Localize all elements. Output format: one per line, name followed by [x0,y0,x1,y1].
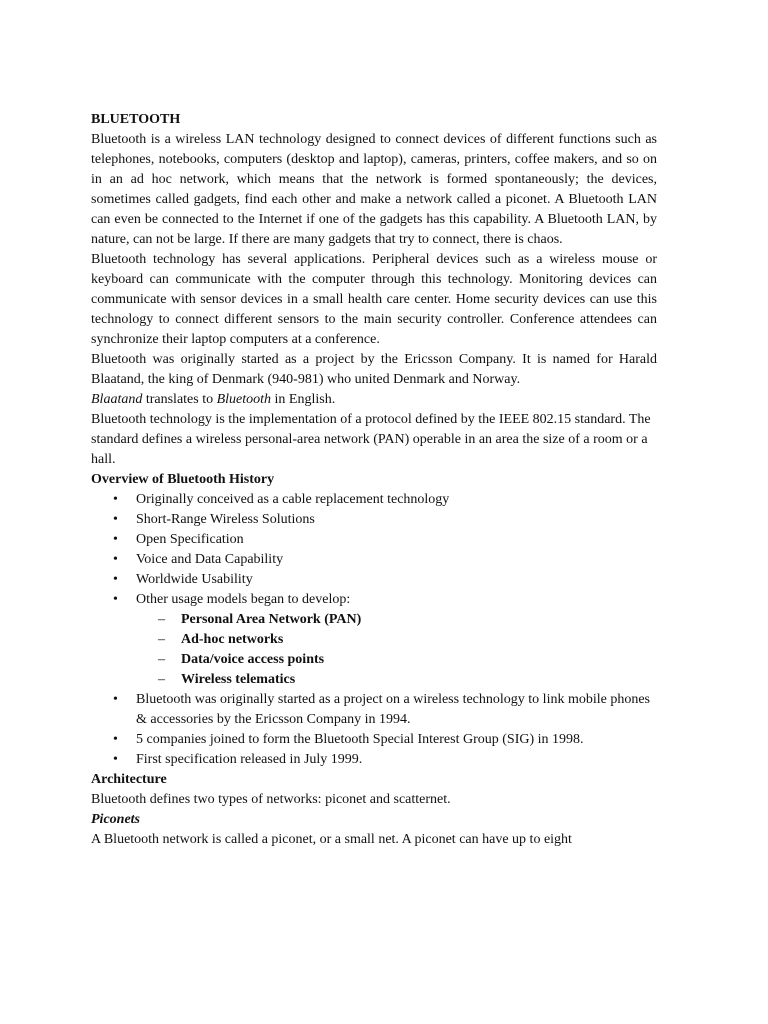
bullet-glyph: • [113,492,118,507]
dash-glyph: – [158,612,165,627]
overview-heading: Overview of Bluetooth History [91,472,275,487]
list-item-text: Short-Range Wireless Solutions [136,512,315,527]
document-title: BLUETOOTH [91,112,181,127]
sublist-item [136,610,657,630]
list-item [91,750,657,770]
bullet-glyph: • [113,552,118,567]
bullet-glyph: • [113,752,118,767]
list-item-text: Bluetooth was originally started as a project on a wireless technology to link mobile phones & accessories by the Ericsson Company in 1994. [136,692,651,727]
overview-list [91,490,657,770]
list-item-text: Originally conceived as a cable replacement technology [136,492,450,507]
list-item [91,690,657,730]
sublist-item-text: Personal Area Network (PAN) [181,612,362,627]
sublist-item-text: Wireless telematics [181,672,296,687]
intro-paragraph-2: Bluetooth technology has several applications. Peripheral devices such as a wireless mouse or keyboard can communicate with the computer through this technology. Monitoring devices can communicate with sensor devices in a small health care center. Home security devices can use this technology to connect different sensors to the main security controller. Conference attendees can synchronize their laptop computers at a conference. [91,252,657,347]
list-item-text: Open Specification [136,532,244,547]
architecture-heading: Architecture [91,772,167,787]
history-end: in English. [271,392,336,407]
dash-glyph: – [158,672,165,687]
list-item-text: 5 companies joined to form the Bluetooth Special Interest Group (SIG) in 1998. [136,732,584,747]
list-item [91,530,657,550]
architecture-paragraph: Bluetooth defines two types of networks: piconet and scatternet. [91,792,451,807]
list-item [91,730,657,750]
standard-paragraph: Bluetooth technology is the implementation of a protocol defined by the IEEE 802.15 standard. The standard defines a wireless personal-area network (PAN) operable in an area the size of a room or a hall. [91,412,651,467]
list-item [91,570,657,590]
document-page [91,110,657,850]
piconets-heading: Piconets [91,812,140,827]
list-item [91,590,657,690]
bullet-glyph: • [113,692,118,707]
history-italic-bluetooth: Bluetooth [216,392,272,407]
history-text: Bluetooth was originally started as a project by the Ericsson Company. It is named for Harald Blaatand, the king of Denmark (940-981) who united Denmark and Norway. [91,352,657,387]
sublist-item [136,670,657,690]
history-mid: translates to [142,392,217,407]
list-item-text: First specification released in July 1999. [136,752,363,767]
list-item-text: Voice and Data Capability [136,552,284,567]
list-item [91,510,657,530]
dash-glyph: – [158,632,165,647]
piconets-paragraph: A Bluetooth network is called a piconet, or a small net. A piconet can have up to eight [91,832,572,847]
bullet-glyph: • [113,732,118,747]
history-italic-blaatand: Blaatand [91,392,143,407]
bullet-glyph: • [113,532,118,547]
list-item [91,550,657,570]
list-item-text: Other usage models began to develop: [136,592,351,607]
sublist-item [136,650,657,670]
bullet-glyph: • [113,592,118,607]
history-paragraph [91,350,657,410]
sublist-item-text: Data/voice access points [181,652,325,667]
list-item [91,490,657,510]
sublist-item [136,630,657,650]
bullet-glyph: • [113,572,118,587]
sublist-item-text: Ad-hoc networks [181,632,284,647]
dash-glyph: – [158,652,165,667]
usage-models-sublist [136,610,657,690]
intro-paragraph-1: Bluetooth is a wireless LAN technology designed to connect devices of different functions such as telephones, notebooks, computers (desktop and laptop), cameras, printers, coffee makers, and so on in an ad hoc network, which means that the network is formed spontaneously; the devices, sometimes called gadgets, find each other and make a network called a piconet. A Bluetooth LAN can even be connected to the Internet if one of the gadgets has this capability. A Bluetooth LAN, by nature, can not be large. If there are many gadgets that try to connect, there is chaos. [91,132,657,247]
list-item-text: Worldwide Usability [136,572,253,587]
bullet-glyph: • [113,512,118,527]
